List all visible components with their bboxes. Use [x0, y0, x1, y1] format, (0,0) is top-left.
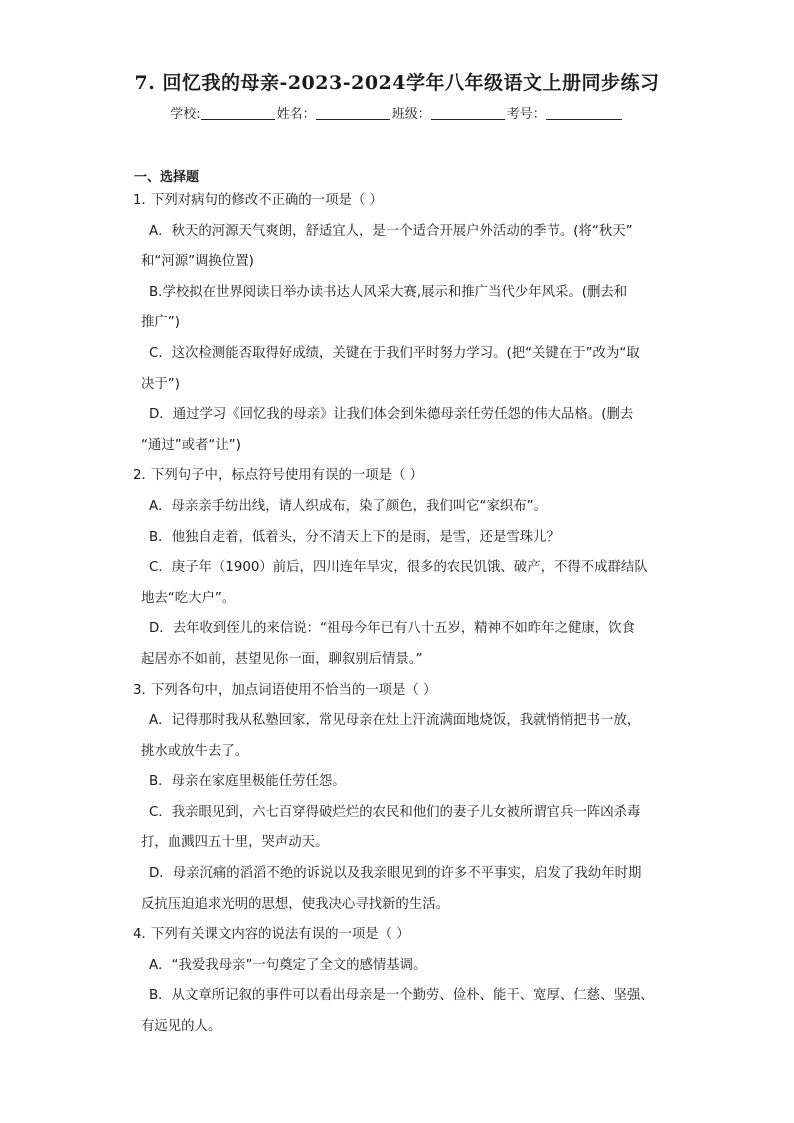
name-label: 姓名：	[276, 107, 316, 122]
document-title: 7. 回忆我的母亲-2023-2024学年八年级语文上册同步练习	[134, 72, 660, 94]
option-a: A．记得那时我从私塾回家，常见母亲在灶上汗流满面地烧饭，我就悄悄把书一放，	[149, 713, 641, 729]
option-a: A．母亲亲手纺出线，请人织成布，染了颜色，我们叫它“家织布”。	[149, 498, 547, 514]
exam-no-blank[interactable]	[546, 107, 622, 120]
option-b: B．他独自走着，低着头，分不清天上下的是雨，是雪，还是雪珠儿？	[149, 529, 560, 545]
exam-no-label: 考号：	[506, 107, 546, 122]
option-b: B．从文章所记叙的事件可以看出母亲是一个勤劳、俭朴、能干、宽厚、仁慈、坚强、	[149, 988, 654, 1004]
option-a-continued: 挑水或放牛去了。	[141, 743, 249, 759]
option-b: B.学校拟在世界阅读日举办读书达人风采大赛,展示和推广当代少年风采。(删去和	[149, 284, 628, 300]
question-text: 下列对病句的修改不正确的一项是（ ）	[151, 193, 383, 208]
option-d-continued: 起居亦不如前，甚望见你一面，聊叙别后情景。”	[141, 651, 423, 667]
question-stem	[133, 461, 673, 492]
question-4	[133, 920, 673, 1042]
option-b-continued: 推广”)	[141, 315, 180, 331]
option-d-continued: “通过”或者“让”)	[141, 437, 241, 453]
option-c-continued: 地去“吃大户”。	[141, 590, 236, 606]
option-b: B．母亲在家庭里极能任劳任怨。	[149, 774, 346, 790]
option-a: A．“我爱我母亲”一句奠定了全文的感情基调。	[149, 957, 427, 973]
option-d-continued: 反抗压迫追求光明的思想，使我决心寻找新的生活。	[141, 896, 449, 912]
school-label: 学校:	[170, 107, 201, 122]
question-3	[133, 676, 673, 921]
option-c: C．庚子年（1900）前后，四川连年旱灾，很多的农民饥饿、破产，不得不成群结队	[149, 560, 648, 576]
option-a-continued: 和“河源”调换位置)	[141, 254, 254, 270]
question-stem	[133, 186, 673, 217]
name-blank[interactable]	[316, 107, 390, 120]
option-d: D．母亲沉痛的滔滔不绝的诉说以及我亲眼见到的许多不平事实，启发了我幼年时期	[149, 866, 642, 882]
section-title: 一、选择题	[134, 170, 200, 185]
school-blank[interactable]	[201, 107, 275, 120]
question-1	[133, 186, 673, 461]
class-blank[interactable]	[431, 107, 505, 120]
question-stem	[133, 920, 673, 951]
question-text: 下列句子中，标点符号使用有误的一项是（ ）	[151, 468, 424, 484]
question-number: 4．	[133, 927, 155, 943]
questions-list	[133, 186, 673, 1043]
question-number: 2．	[133, 468, 155, 484]
question-2	[133, 461, 673, 675]
option-c-continued: 打，血溅四五十里，哭声动天。	[141, 835, 329, 851]
option-d: D．通过学习《回忆我的母亲》让我们体会到朱德母亲任劳任怨的伟大品格。(删去	[149, 407, 634, 423]
option-a: A．秋天的河源天气爽朗，舒适宜人，是一个适合开展户外活动的季节。(将“秋天”	[149, 223, 633, 239]
question-text: 下列各句中，加点词语使用不恰当的一项是（ ）	[151, 682, 437, 698]
class-label: 班级：	[391, 107, 431, 122]
option-c: C．我亲眼见到，六七百穿得破烂烂的农民和他们的妻子儿女被所谓官兵一阵凶杀毒	[149, 804, 641, 820]
option-b-continued: 有远见的人。	[141, 1019, 222, 1035]
option-d: D．去年收到侄儿的来信说：“祖母今年已有八十五岁，精神不如昨年之健康，饮食	[149, 621, 635, 637]
option-c: C．这次检测能否取得好成绩，关键在于我们平时努力学习。(把“关键在于”改为“取	[149, 345, 640, 361]
question-number: 3．	[133, 682, 155, 698]
option-c-continued: 决于”)	[141, 376, 180, 392]
question-text: 下列有关课文内容的说法有误的一项是（ ）	[151, 927, 410, 943]
question-number: 1．	[133, 193, 155, 208]
student-info-line	[0, 103, 794, 122]
question-stem	[133, 676, 673, 707]
